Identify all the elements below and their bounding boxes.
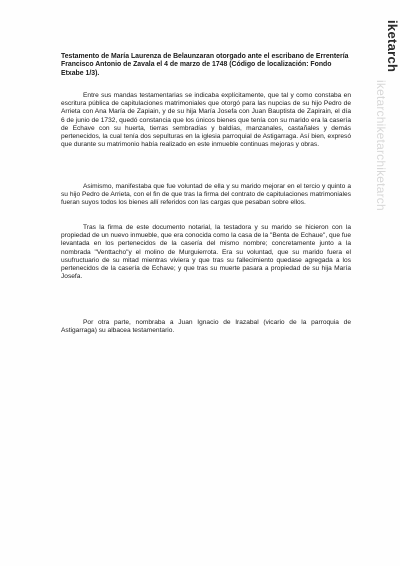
paragraph-2: Asimismo, manifestaba que fue voluntad de ella y su marido mejorar en el tercio y quinto a su hijo Pedro de Arrieta, con el fin de que tras la firma del contrato de capitulaciones matrimoniales fueran suyos todos los bienes allí referidos con las cargas que pesaban sobre ellos. <box>61 183 351 207</box>
watermark <box>372 20 398 270</box>
watermark-faint-text: iketarchiketarchiketarch <box>374 80 388 211</box>
paragraph-1: Entre sus mandas testamentarias se indicaba explícitamente, que tal y como constaba en escritura pública de capitulaciones matrimoniales que otorgó para las nupcias de su hijo Pedro de Arrieta con Ana María de Zapiain, y de su hija María Josefa con Juan Bauptista de Zapirain, el día 6 de junio de 1732, quedó constancia que los únicos bienes que tenía con su marido era la casería de Echave con su huerta, tierras sembradías y baldías, manzanales, castañales y demás pertenecidos, la cual tenía dos sepulturas en la iglesia parroquial de Astigarraga. Así bien, expresó que durante su matrimonio había realizado en este inmueble continuas mejoras y obras. <box>61 92 351 149</box>
document-title: Testamento de María Laurenza de Belaunzaran otorgado ante el escribano de Errentería Francisco Antonio de Zavala el 4 de marzo de 1748 (Código de localización: Fondo Etxabe 1/3). <box>61 53 349 77</box>
paragraph-4: Por otra parte, nombraba a Juan Ignacio de Irazabal (vicario de la parroquia de Astigarraga) su albacea testamentario. <box>61 319 351 335</box>
watermark-logo-text: iketarch <box>385 20 400 73</box>
paragraph-3: Tras la firma de este documento notarial, la testadora y su marido se hicieron con la propiedad de un nuevo inmueble, que era conocida como la casa de la "Benta de Echaue", que fue levantada en los pertenecidos de la casería del mismo nombre; concretamente junto a la nombrada "Venttacho"y el molino de Murguierrota. Era su voluntad, que su marido fuera el usufructuario de su mitad mientras viviera y que tras su fallecimiento quedase agregada a los pertenecidos de la casería de Echave; y que tras su muerte pasara a propiedad de su hija María Josefa. <box>61 224 351 281</box>
